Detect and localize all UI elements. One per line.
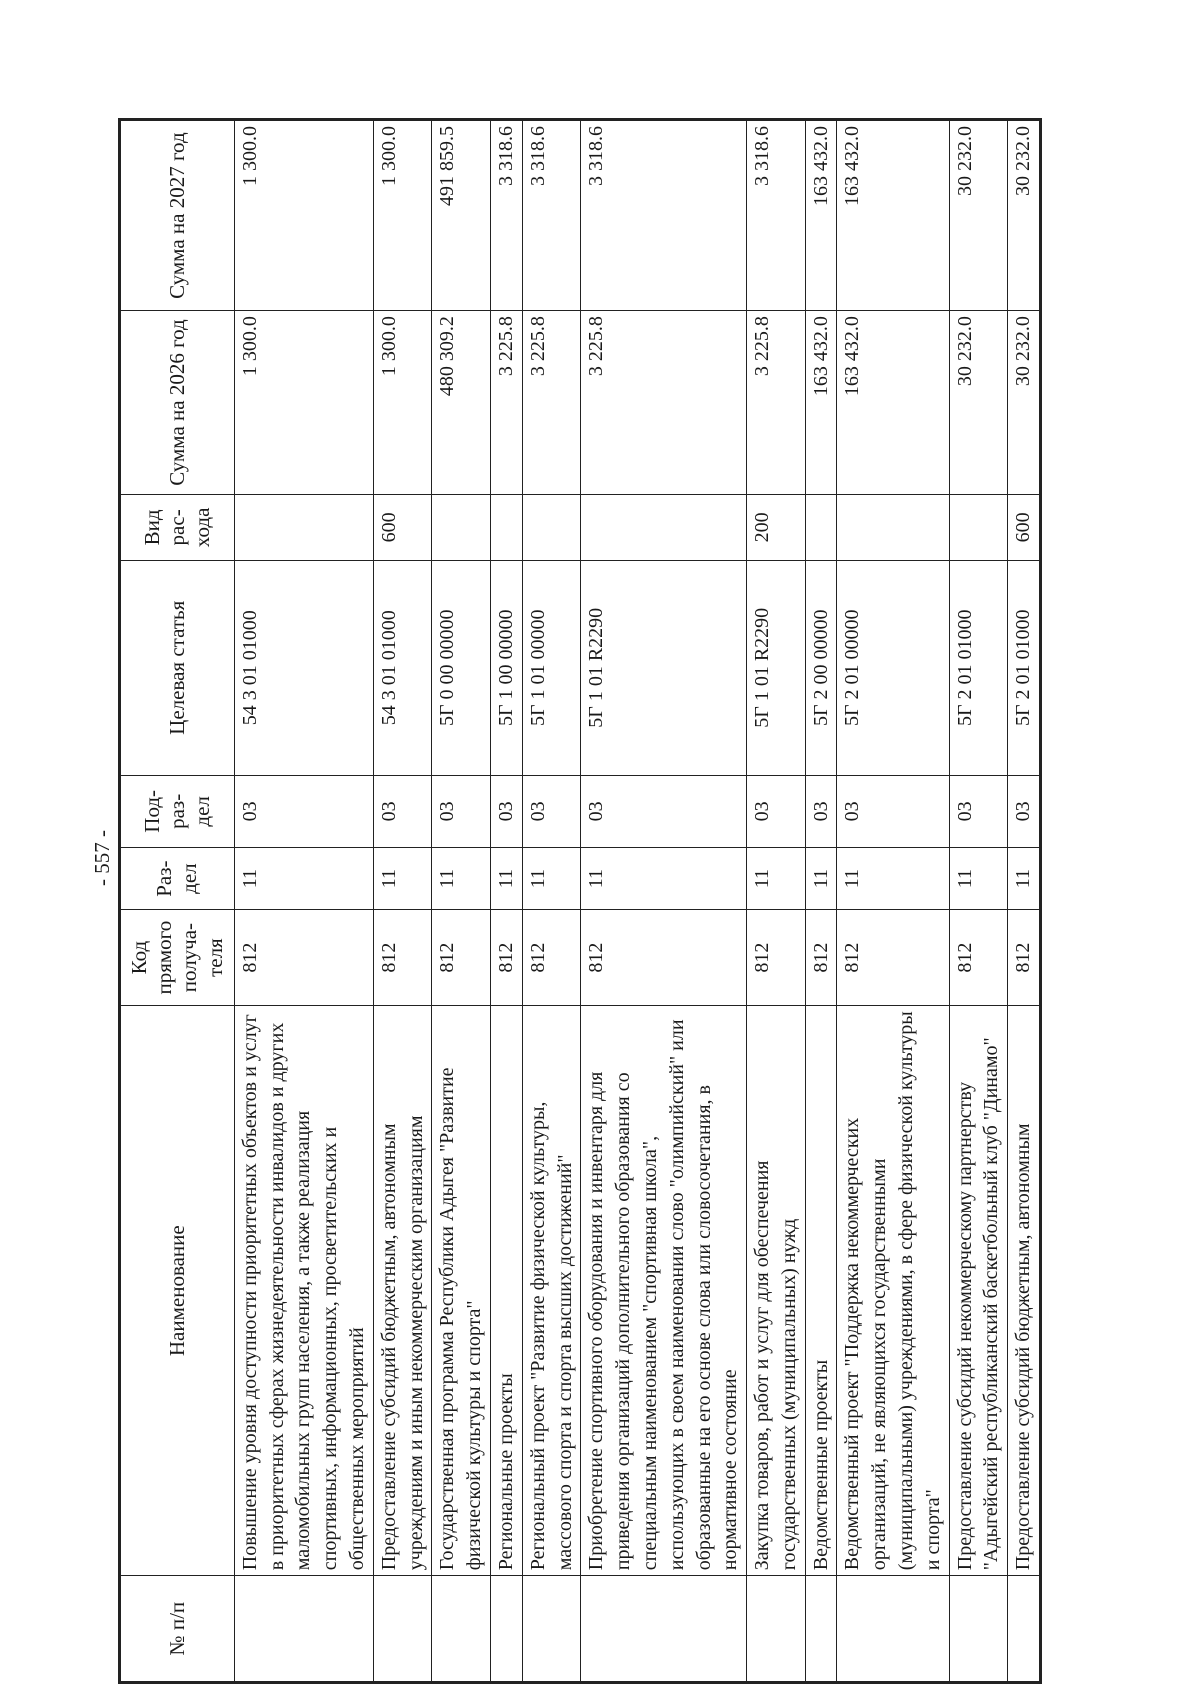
cell-sum-2026: 3 225.8 xyxy=(747,311,806,495)
cell-number xyxy=(805,1576,837,1683)
table-header-row xyxy=(120,120,235,1683)
header-target-item: Целевая статья xyxy=(120,560,235,775)
cell-number xyxy=(522,1576,581,1683)
cell-sum-2027: 3 318.6 xyxy=(581,120,747,311)
cell-recipient-code: 812 xyxy=(522,910,581,1006)
cell-sum-2026: 1 300.0 xyxy=(234,311,373,495)
cell-subsection: 03 xyxy=(805,775,837,848)
cell-sum-2026: 1 300.0 xyxy=(373,311,432,495)
cell-expense-type: 200 xyxy=(747,494,806,560)
budget-table xyxy=(118,118,1042,1684)
cell-section: 11 xyxy=(949,848,1008,910)
cell-number xyxy=(747,1576,806,1683)
cell-sum-2027: 1 300.0 xyxy=(373,120,432,311)
cell-sum-2026: 3 225.8 xyxy=(581,311,747,495)
cell-expense-type xyxy=(949,494,1008,560)
cell-target-item: 5Г 0 00 00000 xyxy=(432,560,491,775)
cell-recipient-code: 812 xyxy=(490,910,522,1006)
cell-section: 11 xyxy=(805,848,837,910)
cell-number xyxy=(490,1576,522,1683)
cell-expense-type xyxy=(432,494,491,560)
cell-sum-2026: 30 232.0 xyxy=(949,311,1008,495)
cell-target-item: 5Г 1 01 R2290 xyxy=(581,560,747,775)
cell-number xyxy=(1008,1576,1041,1683)
cell-subsection: 03 xyxy=(581,775,747,848)
table-row xyxy=(234,120,373,1683)
cell-sum-2027: 30 232.0 xyxy=(1008,120,1041,311)
cell-target-item: 5Г 2 01 01000 xyxy=(949,560,1008,775)
cell-name: Региональные проекты xyxy=(490,1006,522,1576)
cell-target-item: 54 3 01 01000 xyxy=(373,560,432,775)
cell-sum-2026: 3 225.8 xyxy=(522,311,581,495)
table-row xyxy=(522,120,581,1683)
cell-subsection: 03 xyxy=(432,775,491,848)
cell-subsection: 03 xyxy=(522,775,581,848)
cell-target-item: 5Г 2 01 01000 xyxy=(1008,560,1041,775)
cell-expense-type xyxy=(522,494,581,560)
cell-sum-2026: 480 309.2 xyxy=(432,311,491,495)
cell-sum-2027: 3 318.6 xyxy=(747,120,806,311)
cell-recipient-code: 812 xyxy=(581,910,747,1006)
header-sum-2026: Сумма на 2026 год xyxy=(120,311,235,495)
cell-sum-2026: 163 432.0 xyxy=(805,311,837,495)
table-row xyxy=(747,120,806,1683)
cell-number xyxy=(949,1576,1008,1683)
cell-section: 11 xyxy=(373,848,432,910)
table-row xyxy=(949,120,1008,1683)
cell-recipient-code: 812 xyxy=(1008,910,1041,1006)
header-section: Раз- дел xyxy=(120,848,235,910)
table-row xyxy=(581,120,747,1683)
cell-name: Закупка товаров, работ и услуг для обеспечения государственных (муниципальных) нужд xyxy=(747,1006,806,1576)
header-recipient-code: Код прямого получа- теля xyxy=(120,910,235,1006)
header-subsection: Под- раз- дел xyxy=(120,775,235,848)
cell-sum-2027: 1 300.0 xyxy=(234,120,373,311)
header-name: Наименование xyxy=(120,1006,235,1576)
page-number: - 557 - xyxy=(90,830,114,886)
cell-expense-type: 600 xyxy=(1008,494,1041,560)
cell-section: 11 xyxy=(581,848,747,910)
cell-sum-2027: 163 432.0 xyxy=(837,120,949,311)
cell-section: 11 xyxy=(522,848,581,910)
table-row xyxy=(490,120,522,1683)
cell-number xyxy=(234,1576,373,1683)
cell-name: Ведомственный проект "Поддержка некоммерческих организаций, не являющихся государственными (муниципальными) учреждениями, в сфере физической культуры и спорта" xyxy=(837,1006,949,1576)
cell-expense-type xyxy=(490,494,522,560)
header-number: № п/п xyxy=(120,1576,235,1683)
cell-expense-type xyxy=(837,494,949,560)
cell-sum-2027: 3 318.6 xyxy=(490,120,522,311)
cell-target-item: 5Г 1 00 00000 xyxy=(490,560,522,775)
cell-subsection: 03 xyxy=(490,775,522,848)
cell-sum-2027: 491 859.5 xyxy=(432,120,491,311)
cell-name: Повышение уровня доступности приоритетных объектов и услуг в приоритетных сферах жизнедеятельности инвалидов и других маломобильных групп населения, а также реализация спортивных, информационных, просветительских и общественных мероприятий xyxy=(234,1006,373,1576)
cell-recipient-code: 812 xyxy=(949,910,1008,1006)
cell-name: Предоставление субсидий некоммерческому партнерству "Адыгейский республиканский баскетбольный клуб "Динамо" xyxy=(949,1006,1008,1576)
cell-target-item: 5Г 2 00 00000 xyxy=(805,560,837,775)
cell-section: 11 xyxy=(747,848,806,910)
cell-recipient-code: 812 xyxy=(373,910,432,1006)
cell-number xyxy=(837,1576,949,1683)
cell-section: 11 xyxy=(432,848,491,910)
cell-section: 11 xyxy=(1008,848,1041,910)
cell-expense-type xyxy=(581,494,747,560)
table-row xyxy=(805,120,837,1683)
cell-target-item: 5Г 1 01 R2290 xyxy=(747,560,806,775)
cell-expense-type xyxy=(805,494,837,560)
table-body xyxy=(234,120,1040,1683)
header-expense-type: Вид рас- хода xyxy=(120,494,235,560)
table-row xyxy=(837,120,949,1683)
cell-name: Региональный проект "Развитие физической культуры, массового спорта и спорта высших достижений" xyxy=(522,1006,581,1576)
cell-recipient-code: 812 xyxy=(805,910,837,1006)
cell-subsection: 03 xyxy=(837,775,949,848)
cell-recipient-code: 812 xyxy=(234,910,373,1006)
cell-expense-type: 600 xyxy=(373,494,432,560)
cell-name: Государственная программа Республики Адыгея "Развитие физической культуры и спорта" xyxy=(432,1006,491,1576)
cell-subsection: 03 xyxy=(1008,775,1041,848)
cell-number xyxy=(432,1576,491,1683)
cell-name: Предоставление субсидий бюджетным, автономным xyxy=(1008,1006,1041,1576)
cell-expense-type xyxy=(234,494,373,560)
cell-target-item: 54 3 01 01000 xyxy=(234,560,373,775)
cell-name: Приобретение спортивного оборудования и инвентаря для приведения организаций дополнительного образования со специальным наименованием "спортивная школа", использующих в своем наименовании слово "олимпийский" или образованные на его основе слова или словосочетания, в нормативное состояние xyxy=(581,1006,747,1576)
cell-sum-2027: 30 232.0 xyxy=(949,120,1008,311)
budget-table-container xyxy=(118,118,1071,1684)
cell-sum-2026: 163 432.0 xyxy=(837,311,949,495)
cell-recipient-code: 812 xyxy=(837,910,949,1006)
cell-subsection: 03 xyxy=(373,775,432,848)
cell-subsection: 03 xyxy=(234,775,373,848)
cell-recipient-code: 812 xyxy=(747,910,806,1006)
cell-target-item: 5Г 2 01 00000 xyxy=(837,560,949,775)
cell-sum-2026: 30 232.0 xyxy=(1008,311,1041,495)
cell-number xyxy=(581,1576,747,1683)
table-row xyxy=(373,120,432,1683)
cell-recipient-code: 812 xyxy=(432,910,491,1006)
cell-subsection: 03 xyxy=(747,775,806,848)
cell-sum-2026: 3 225.8 xyxy=(490,311,522,495)
cell-section: 11 xyxy=(837,848,949,910)
cell-section: 11 xyxy=(490,848,522,910)
cell-subsection: 03 xyxy=(949,775,1008,848)
cell-number xyxy=(373,1576,432,1683)
cell-name: Ведомственные проекты xyxy=(805,1006,837,1576)
cell-name: Предоставление субсидий бюджетным, автономным учреждениям и иным некоммерческим организациям xyxy=(373,1006,432,1576)
cell-section: 11 xyxy=(234,848,373,910)
cell-sum-2027: 3 318.6 xyxy=(522,120,581,311)
header-sum-2027: Сумма на 2027 год xyxy=(120,120,235,311)
cell-target-item: 5Г 1 01 00000 xyxy=(522,560,581,775)
cell-sum-2027: 163 432.0 xyxy=(805,120,837,311)
table-row xyxy=(432,120,491,1683)
table-row xyxy=(1008,120,1041,1683)
